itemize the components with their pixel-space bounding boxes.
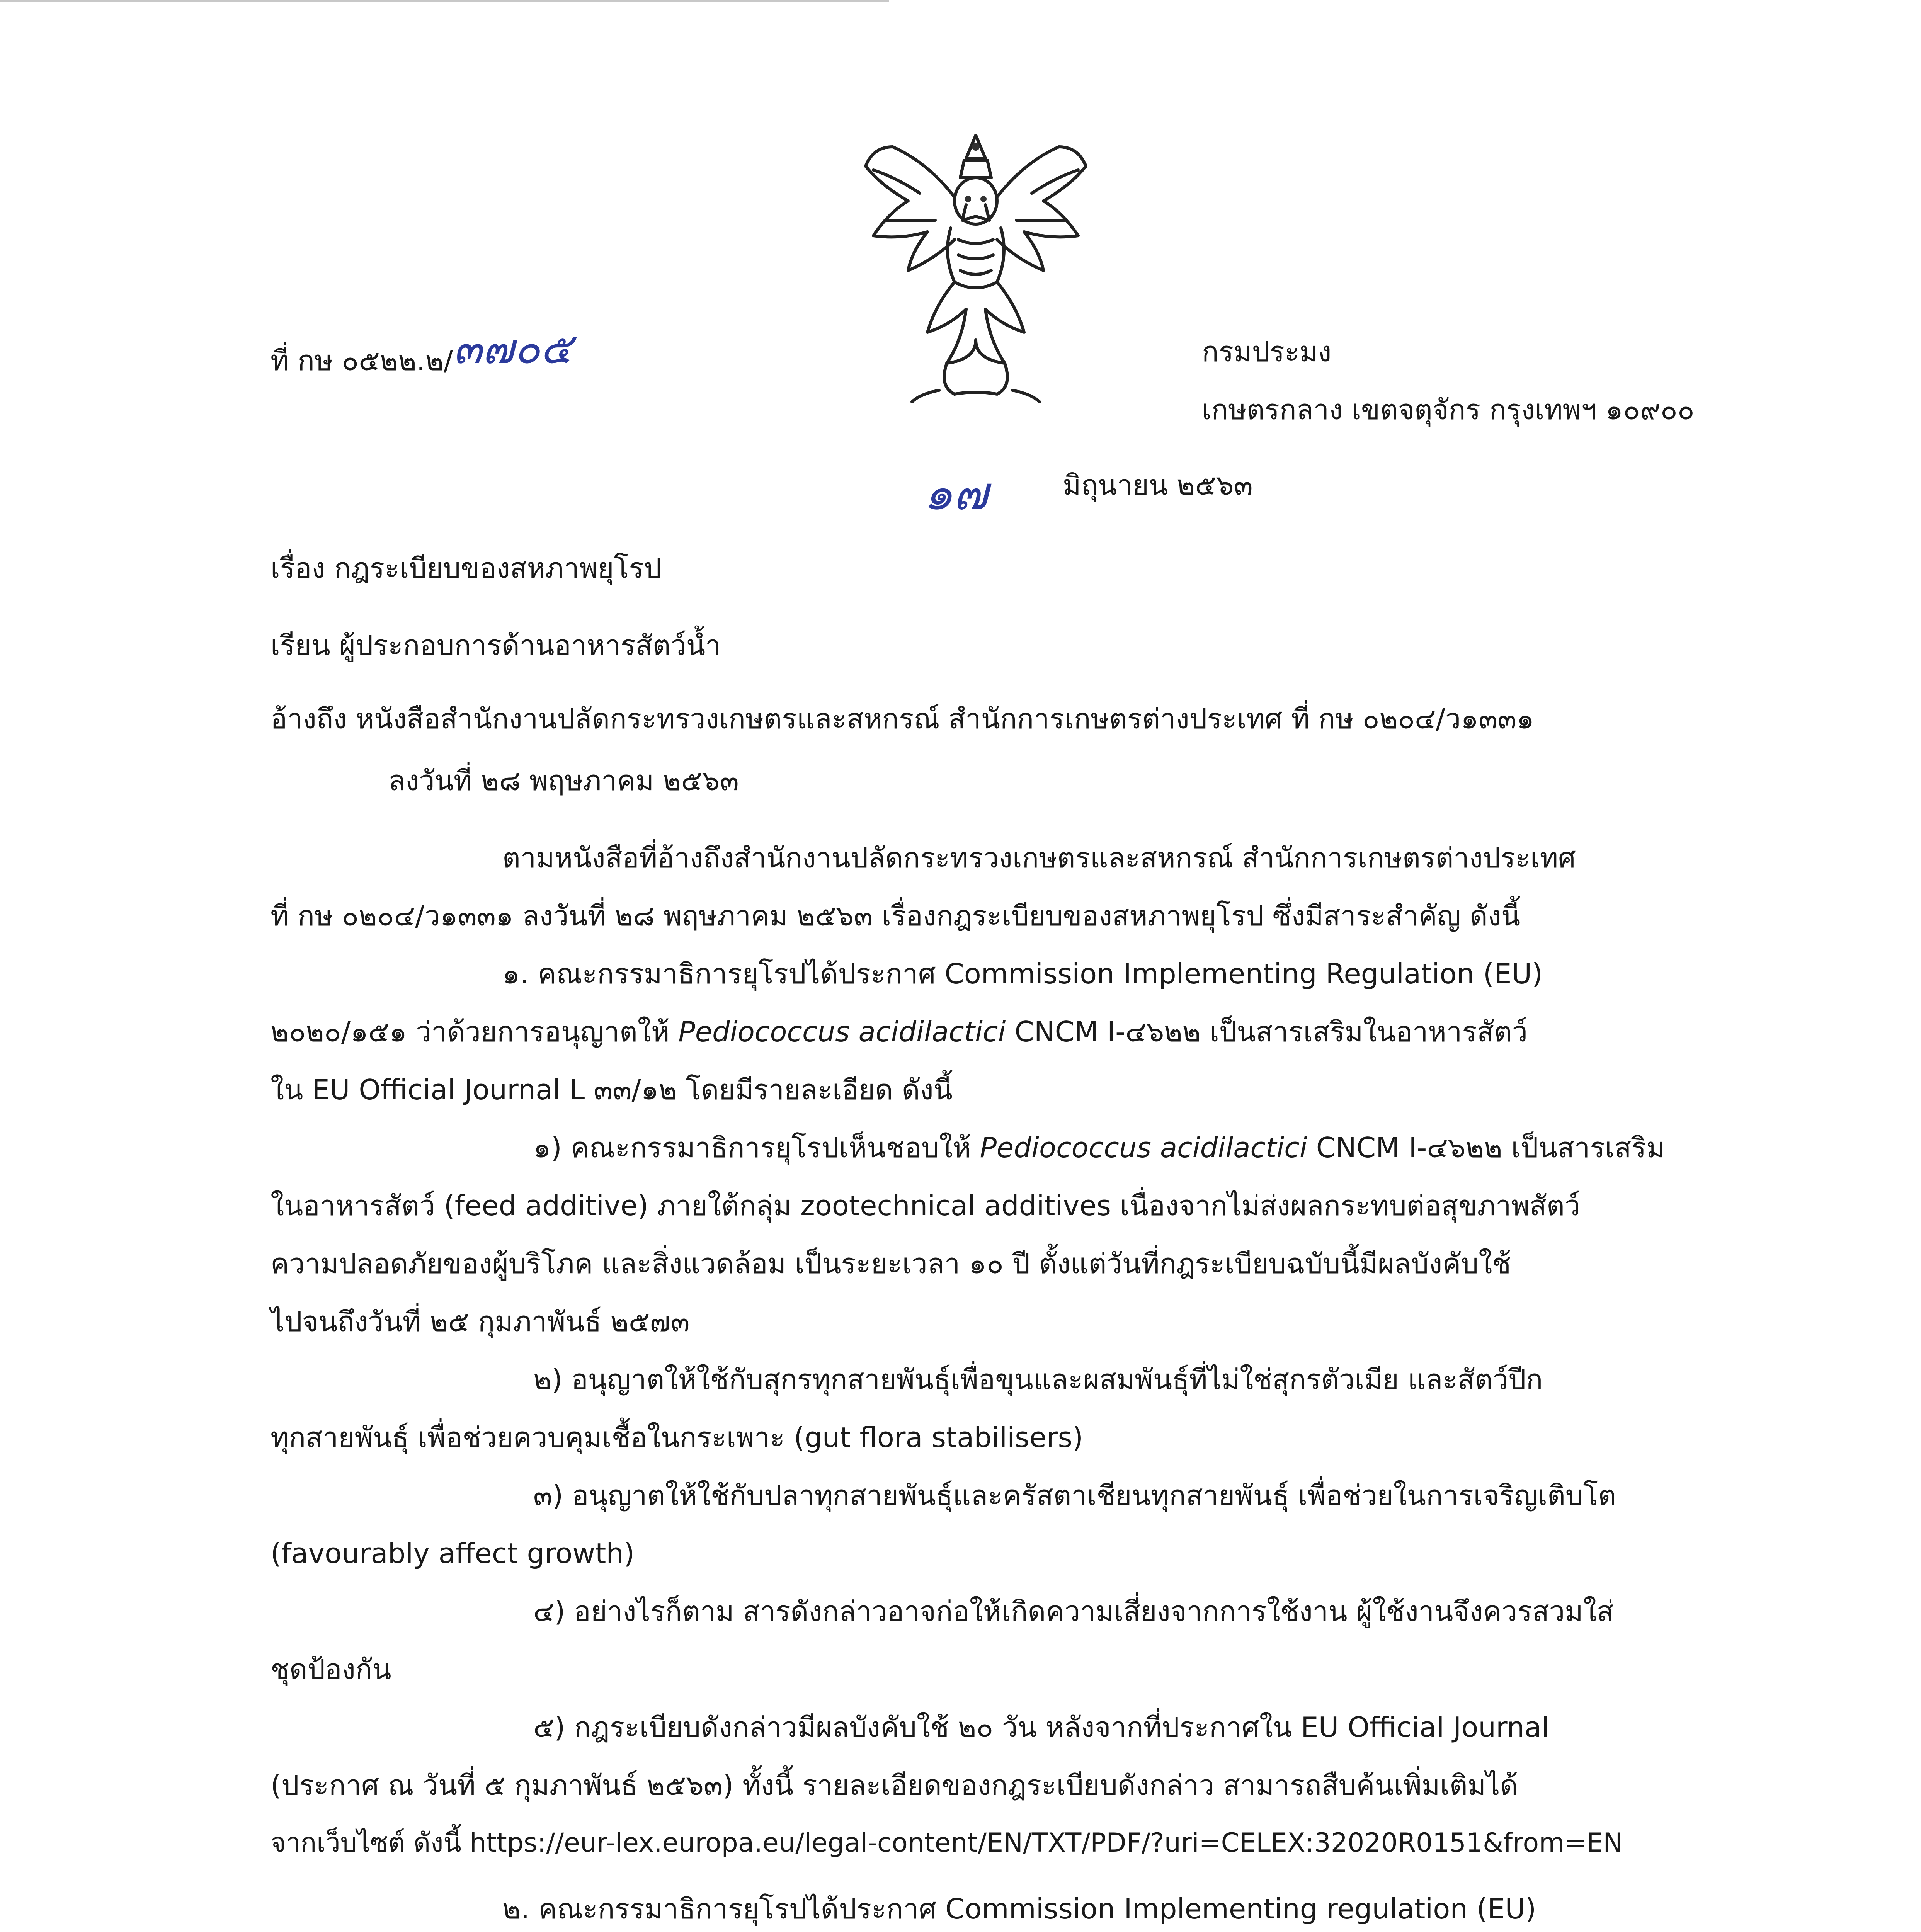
ref-number-printed: ที่ กษ ๐๕๒๒.๒/ [271, 344, 453, 377]
section1-item1-line-3: ความปลอดภัยของผู้บริโภค และสิ่งแวดล้อม เป็นระยะเวลา ๑๐ ปี ตั้งแต่วันที่กฎระเบียบฉบับนี้มีผลบังคับใช้ [271, 1247, 1511, 1280]
section1-item4-line-2: ชุดป้องกัน [271, 1653, 391, 1685]
date-text: มิถุนายน ๒๕๖๓ [1063, 469, 1253, 501]
subject: เรื่อง กฎระเบียบของสหภาพยุโรป [271, 552, 662, 584]
item1-species-name: Pediococcus acidilactici [980, 1131, 1307, 1164]
section1-item1-line-4: ไปจนถึงวันที่ ๒๕ กุมภาพันธ์ ๒๕๗๓ [271, 1305, 690, 1338]
species-name: Pediococcus acidilactici [678, 1015, 1006, 1048]
date-handwritten: ๑๗ [924, 467, 988, 520]
section1-line-2-a: ๒๐๒๐/๑๕๑ ว่าด้วยการอนุญาตให้ [271, 1015, 679, 1048]
intro-line-2: ที่ กษ ๐๒๐๔/ว๑๓๓๑ ลงวันที่ ๒๘ พฤษภาคม ๒๕๖๓ เรื่องกฎระเบียบของสหภาพยุโรป ซึ่งมีสาระสำคัญ ดังนี้ [271, 900, 1521, 932]
item1-a: ๑) คณะกรรมาธิการยุโรปเห็นชอบให้ [533, 1131, 980, 1164]
section1-item5-line-1: ๕) กฎระเบียบดังกล่าวมีผลบังคับใช้ ๒๐ วัน หลังจากที่ประกาศใน EU Official Journal [533, 1711, 1550, 1743]
recipient: เรียน ผู้ประกอบการด้านอาหารสัตว์น้ำ [271, 629, 721, 662]
section1-item5-line-3: จากเว็บไซต์ ดังนี้ https://eur-lex.europa.eu/legal-content/EN/TXT/PDF/?uri=CELEX:32020R0151&from=EN [271, 1828, 1623, 1858]
section1-line-2-b: CNCM I-๔๖๒๒ เป็นสารเสริมในอาหารสัตว์ [1006, 1015, 1528, 1048]
section1-line-3: ใน EU Official Journal L ๓๓/๑๒ โดยมีรายละเอียด ดังนี้ [271, 1073, 953, 1106]
scan-edge [0, 0, 889, 2]
section1-item2-line-2: ทุกสายพันธุ์ เพื่อช่วยควบคุมเชื้อในกระเพาะ (gut flora stabilisers) [271, 1421, 1084, 1454]
reference-line-2: ลงวันที่ ๒๘ พฤษภาคม ๒๕๖๓ [388, 764, 739, 797]
section1-item3-line-1: ๓) อนุญาตให้ใช้กับปลาทุกสายพันธุ์และครัสตาเชียนทุกสายพันธุ์ เพื่อช่วยในการเจริญเติบโต [533, 1479, 1616, 1512]
section2-heading: ๒. คณะกรรมาธิการยุโรปได้ประกาศ Commission Implementing regulation (EU) [502, 1893, 1536, 1925]
section1-item3-line-2: (favourably affect growth) [271, 1537, 635, 1570]
intro-line-1: ตามหนังสือที่อ้างถึงสำนักงานปลัดกระทรวงเกษตรและสหกรณ์ สำนักการเกษตรต่างประเทศ [502, 842, 1576, 874]
section1-item4-line-1: ๔) อย่างไรก็ตาม สารดังกล่าวอาจก่อให้เกิดความเสี่ยงจากการใช้งาน ผู้ใช้งานจึงควรสวมใส่ [533, 1595, 1614, 1628]
garuda-emblem-icon [850, 124, 1101, 410]
section1-item1-line-2: ในอาหารสัตว์ (feed additive) ภายใต้กลุ่ม zootechnical additives เนื่องจากไม่ส่งผลกระทบต่อสุขภาพสัตว์ [271, 1189, 1581, 1222]
reference-number [271, 324, 572, 384]
reference-line-1: อ้างถึง หนังสือสำนักงานปลัดกระทรวงเกษตรและสหกรณ์ สำนักการเกษตรต่างประเทศ ที่ กษ ๐๒๐๔/ว๑๓๓๑ [271, 702, 1535, 735]
section1-heading: ๑. คณะกรรมาธิการยุโรปได้ประกาศ Commission Implementing Regulation (EU) [502, 957, 1543, 990]
section1-line-2 [271, 1009, 1528, 1055]
org-address: เกษตรกลาง เขตจตุจักร กรุงเทพฯ ๑๐๙๐๐ [1202, 393, 1695, 426]
section1-item2-line-1: ๒) อนุญาตให้ใช้กับสุกรทุกสายพันธุ์เพื่อขุนและผสมพันธุ์ที่ไม่ใช่สุกรตัวเมีย และสัตว์ปีก [533, 1363, 1543, 1396]
org-name: กรมประมง [1202, 335, 1332, 368]
section1-item5-line-2: (ประกาศ ณ วันที่ ๕ กุมภาพันธ์ ๒๕๖๓) ทั้งนี้ รายละเอียดของกฎระเบียบดังกล่าว สามารถสืบค้นเพิ่มเติมได้ [271, 1769, 1518, 1801]
ref-number-handwritten: ๓๗๐๕ [453, 324, 572, 373]
item1-b: CNCM I-๔๖๒๒ เป็นสารเสริม [1307, 1131, 1665, 1164]
section1-item1-line-1 [533, 1124, 1665, 1171]
